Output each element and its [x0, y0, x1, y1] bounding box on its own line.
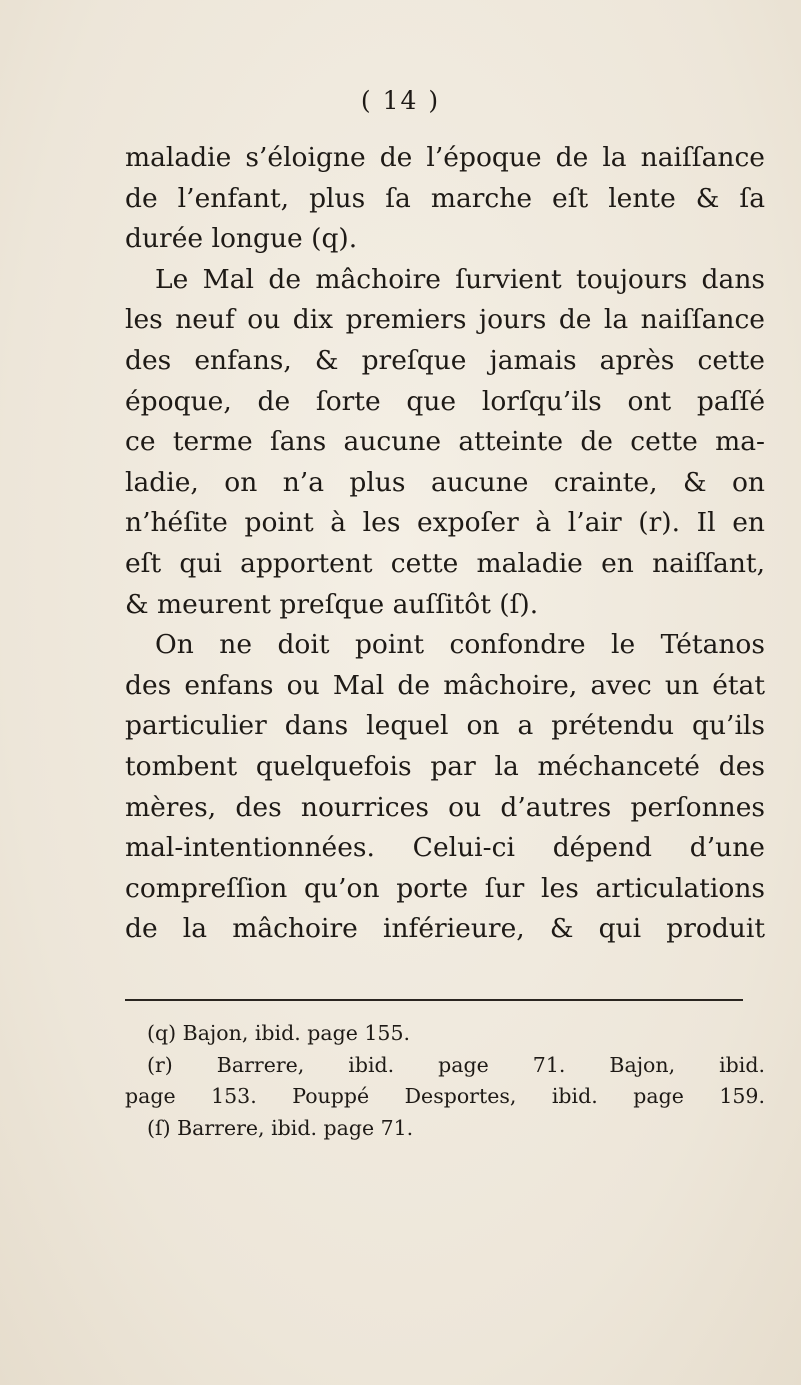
- body-line: les neuf ou dix premiers jours de la naiſſance: [125, 304, 765, 336]
- body-line: durée longue (q).: [125, 223, 358, 255]
- body-line: & meurent preſque auſſitôt (ſ).: [125, 588, 539, 620]
- body-line: tombent quelquefois par la méchanceté des: [125, 750, 765, 782]
- body-line: de la mâchoire inférieure, & qui produit: [125, 913, 765, 945]
- body-line: particulier dans lequel on a prétendu qu’ils: [125, 710, 765, 742]
- body-line: On ne doit point confondre le Tétanos: [155, 629, 765, 661]
- body-line: ladie, on n’a plus aucune crainte, & on: [125, 466, 765, 498]
- body-line: des enfans, & preſque jamais après cette: [125, 344, 765, 376]
- footnote: (r) Barrere, ibid. page 71. Bajon, ibid.: [147, 1052, 765, 1077]
- body-line: époque, de ſorte que lorſqu’ils ont paſſé: [125, 385, 765, 417]
- body-line: mères, des nourrices ou d’autres perſonnes: [125, 791, 765, 823]
- body-line: ce terme ſans aucune atteinte de cette ma-: [125, 426, 765, 458]
- page-number: ( 14 ): [360, 86, 441, 115]
- footnote: (ſ) Barrere, ibid. page 71.: [147, 1115, 414, 1140]
- footnote: page 153. Pouppé Desportes, ibid. page 159.: [125, 1084, 765, 1108]
- footnote: (q) Bajon, ibid. page 155.: [147, 1021, 411, 1045]
- body-text: [125, 138, 765, 950]
- body-line: n’héſite point à les expoſer à l’air (r). Il en: [125, 507, 765, 539]
- body-line: mal-intentionnées. Celui-ci dépend d’une: [125, 832, 765, 864]
- body-line: maladie s’éloigne de l’époque de la naiſſance: [125, 142, 765, 173]
- footnotes: [125, 1018, 765, 1144]
- body-line: compreſſion qu’on porte ſur les articulations: [125, 872, 765, 904]
- body-line: Le Mal de mâchoire ſurvient toujours dans: [155, 263, 765, 295]
- body-line: eſt qui apportent cette maladie en naiſſant,: [125, 547, 765, 579]
- body-line: des enfans ou Mal de mâchoire, avec un état: [125, 669, 765, 701]
- body-line: de l’enfant, plus ſa marche eſt lente & ſa: [125, 182, 765, 214]
- footnote-divider: [125, 999, 743, 1001]
